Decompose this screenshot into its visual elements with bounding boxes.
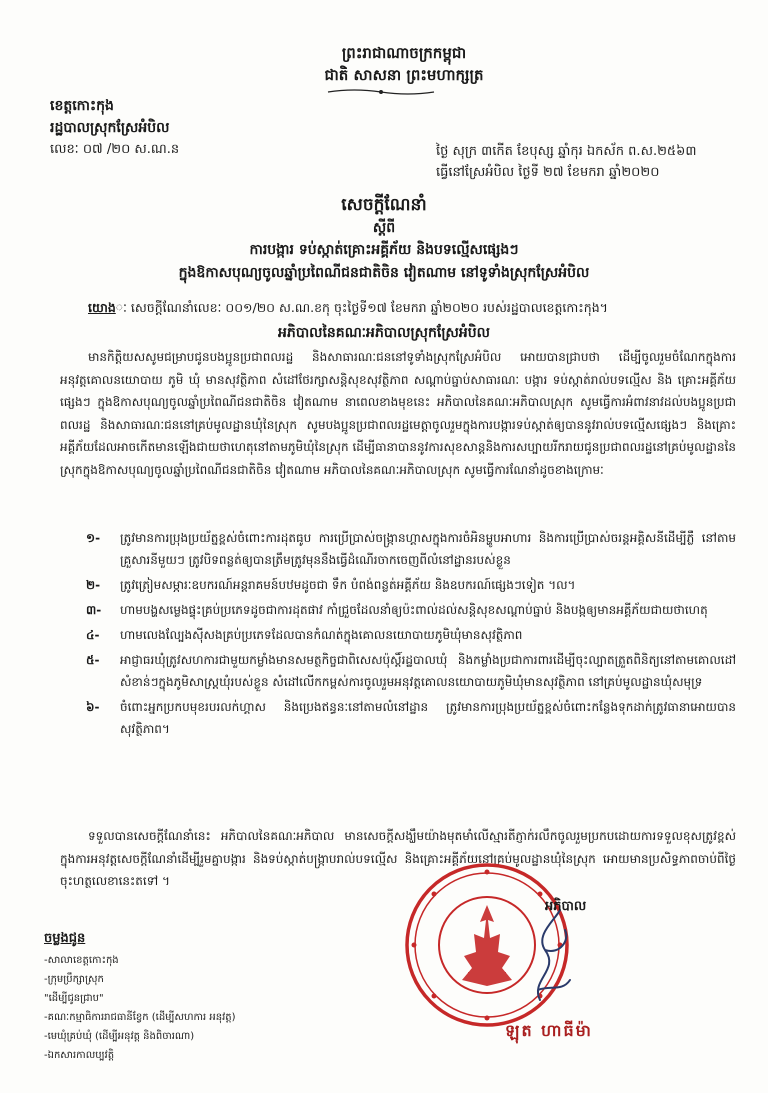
reference-label: យោង	[88, 300, 116, 315]
authority-heading: អភិបាលនៃគណៈអភិបាលស្រុកស្រែអំបិល	[278, 325, 490, 341]
item-text: ហាមបង្ហសម្លេងផ្ទុះគ្រប់ប្រភេទដូចជាការដុតផាវ កាំជ្រួចដែលនាំឲ្យប៉ះពាល់ដល់សន្តិសុខសណ្តាប់ធ្នាប់ និងបង្កឲ្យមានអគ្គីភ័យជាយថាហេតុ	[120, 603, 708, 617]
item-number: ១-	[86, 531, 101, 545]
province-name: ខេត្តកោះកុង	[50, 98, 114, 114]
item-number: ៤-	[86, 628, 100, 642]
list-item	[60, 624, 736, 646]
reference-text: ៈ សេចក្តីណែនាំលេខៈ ០០១/២០ ស.ណ.ខកុ ចុះថ្ងៃទី១៧ ខែមករា ឆ្នាំ២០២០ របស់រដ្ឋបាលខេត្តកោះកុង។	[115, 300, 608, 315]
list-item	[60, 599, 736, 621]
signatory-name: ឡុត ហាធីម៉ា	[505, 1021, 593, 1040]
closing-paragraph: ទទួលបានសេចក្តីណែនាំនេះ អភិបាលនៃគណៈអភិបាល មានសេចក្តីសង្ឃឹមយ៉ាងមុតមាំលើស្មារតីភ្ញាក់រលឹកចូលរួមប្រកបដោយការទទួលខុសត្រូវខ្ពស់ក្នុងការអនុវត្តសេចក្តីណែនាំដើម្បីរួមគ្នាបង្ការ និងទប់ស្កាត់បង្ក្រាបរាល់បទល្មើស និងគ្រោះអគ្គីភ័យនៅគ្រប់មូលដ្ឋានឃុំនៃស្រុក អោយមានប្រសិទ្ធភាពចាប់ពីថ្ងៃចុះហត្ថលេខានេះតទៅ ។	[60, 829, 736, 889]
list-item	[60, 527, 736, 571]
solar-date: ធ្វើនៅស្រែអំបិល ថ្ងៃទី ២៧ ខែមករា ឆ្នាំ២០២០	[436, 165, 660, 180]
cc-heading: ចម្លងជូន	[44, 931, 86, 946]
reference-number: លេខៈ ០៧ /២០ ស.ណ.ន	[50, 142, 180, 157]
district-admin-name: រដ្ឋបាលស្រុកស្រែអំបិល	[50, 120, 170, 136]
ornament-divider	[326, 88, 436, 96]
list-item	[60, 696, 736, 740]
kingdom-motto: ព្រះរាជាណាចក្រកម្ពុជា	[341, 44, 467, 62]
list-item	[60, 649, 736, 693]
intro-paragraph: មានកិត្តិយសសូមជម្រាបជូនបងប្អូនប្រជាពលរដ្ឋ និងសាធារណៈជននៅទូទាំងស្រុកស្រែអំបិល អោយបានជ្រាបថា ដើម្បីចូលរួមចំណែកក្នុងការអនុវត្តគោលនយោបាយ ភូមិ ឃុំ មានសុវត្ថិភាព សំដៅថែរក្សាសន្តិសុខសុវត្ថិភាព សណ្តាប់ធ្នាប់សាធារណៈ បង្ការ ទប់ស្កាត់រាល់បទល្មើស និង គ្រោះអគ្គីភ័យផ្សេងៗ ក្នុងឱកាសបុណ្យចូលឆ្នាំប្រពៃណីជនជាតិចិន វៀតណាម នាពេលខាងមុខនេះ អភិបាលនៃគណៈអភិបាលស្រុក សូមធ្វើការអំពាវនាវដល់បងប្អូនប្រជាពលរដ្ឋ និងសាធារណៈជននៅគ្រប់មូលដ្ឋានឃុំនៃស្រុក សូមបងប្អូនប្រជាពលរដ្ឋមេត្តាចូលរួមក្នុងការបង្ការទប់ស្កាត់ឲ្យបាននូវរាល់បទល្មើសផ្សេងៗ និងគ្រោះអគ្គីភ័យដែលអាចកើតមានឡើងជាយថាហេតុនៅតាមភូមិឃុំនៃស្រុក ដើម្បីធានាបាននូវការសុខសាន្តនិងការសប្បាយរីករាយជូនប្រជាពលរដ្ឋនៅគ្រប់មូលដ្ឋាននៃស្រុកក្នុងឱកាសបុណ្យចូលឆ្នាំប្រពៃណីជនជាតិចិន វៀតណាម អភិបាលនៃគណៈអភិបាលស្រុក សូមធ្វើការណែនាំដូចខាងក្រោមៈ	[60, 350, 737, 477]
item-number: ៥-	[86, 653, 100, 667]
nation-religion-king: ជាតិ សាសនា ព្រះមហាក្សត្រ	[324, 66, 484, 84]
list-item	[60, 574, 736, 596]
item-text: ត្រូវមានការប្រុងប្រយ័ត្នខ្ពស់ចំពោះការដុតធូប ការប្រើប្រាស់ចង្ក្រានហ្គាសក្នុងការចំអិនម្ហូបអាហារ និងការប្រើប្រាស់ចរន្តអគ្គិសនីដើម្បីភ្លឺ នៅតាមគ្រួសារនីមួយៗ ត្រូវបិទពន្លត់ឲ្យបានត្រឹមត្រូវមុននឹងធ្វើដំណើរចាកចេញពីលំនៅដ្ឋានរបស់ខ្លួន	[120, 531, 736, 567]
about-label: ស្តីពី	[372, 220, 396, 236]
item-text: ចំពោះអ្នកប្រកបមុខរបរលក់ហ្គាស និងប្រេងឥន្ធនៈនៅតាមលំនៅដ្ឋាន ត្រូវមានការប្រុងប្រយ័ត្នខ្ពស់ចំពោះកន្លែងទុកដាក់ត្រូវធានាអោយបានសុវត្ថិភាព។	[120, 700, 736, 736]
item-number: ២-	[86, 578, 101, 592]
item-number: ៦-	[86, 700, 100, 714]
cc-item: "ដើម្បីជូនជ្រាប"	[44, 993, 104, 1004]
cc-item: -សាលាខេត្តកោះកុង	[44, 955, 119, 966]
subject-line-2: ក្នុងឱកាសបុណ្យចូលឆ្នាំប្រពៃណីជនជាតិចិន វៀតណាម នៅទូទាំងស្រុកស្រែអំបិល	[178, 265, 590, 281]
cc-item: -ក្រុមប្រឹក្សាស្រុក	[44, 974, 104, 985]
cc-item: -គណៈកម្មាធិការរាជធានីខ្វែក (ដើម្បីសហការ អនុវត្ត)	[44, 1012, 236, 1023]
lunar-date: ថ្ងៃ សុក្រ ៣កើត ខែបុស្ស ឆ្នាំកុរ ឯកស័ក ព.ស.២៥៦៣	[436, 144, 697, 159]
subject-line-1: ការបង្ការ ទប់ស្កាត់គ្រោះអគ្គីភ័យ និងបទល្មើសផ្សេងៗ	[249, 242, 519, 258]
instruction-list	[60, 527, 736, 743]
document-type: សេចក្តីណែនាំ	[341, 195, 427, 215]
signatory-title: អភិបាល	[545, 899, 587, 914]
reference-line	[88, 300, 608, 319]
cc-item: -មេឃុំគ្រប់ឃុំ (ដើម្បីអនុវត្ត និងពិចារណា)	[44, 1031, 195, 1042]
cc-item: -ឯកសារកាលប្បវត្តិ	[44, 1050, 115, 1061]
item-number: ៣-	[86, 603, 102, 617]
item-text: អាជ្ញាធរឃុំត្រូវសហការជាមួយកម្លាំងមានសមត្ថកិច្ចជាពិសេសប៉ុស្តិ៍រដ្ឋបាលឃុំ និងកម្លាំងប្រជាការពារដើម្បីចុះល្បាតត្រួតពិនិត្យនៅតាមគោលដៅសំខាន់ៗក្នុងភូមិសាស្ត្រឃុំរបស់ខ្លួន សំដៅលើកកម្ពស់ការចូលរួមអនុវត្តគោលនយោបាយភូមិឃុំមានសុវត្ថិភាព នៅគ្រប់មូលដ្ឋានឃុំសមុទ្រ	[120, 653, 736, 689]
item-text: ហាមលេងល្បែងស៊ីសងគ្រប់ប្រភេទដែលបានកំណត់ក្នុងគោលនយោបាយភូមិឃុំមានសុវត្ថិភាព	[120, 628, 523, 642]
item-text: ត្រូវត្រៀមសម្ភារៈឧបករណ៍អន្តរាគមន៍បឋមដូចជា ទឹក បំពង់ពន្លត់អគ្គីភ័យ និងឧបករណ៍ផ្សេងៗទៀត ។ល។	[120, 578, 576, 592]
